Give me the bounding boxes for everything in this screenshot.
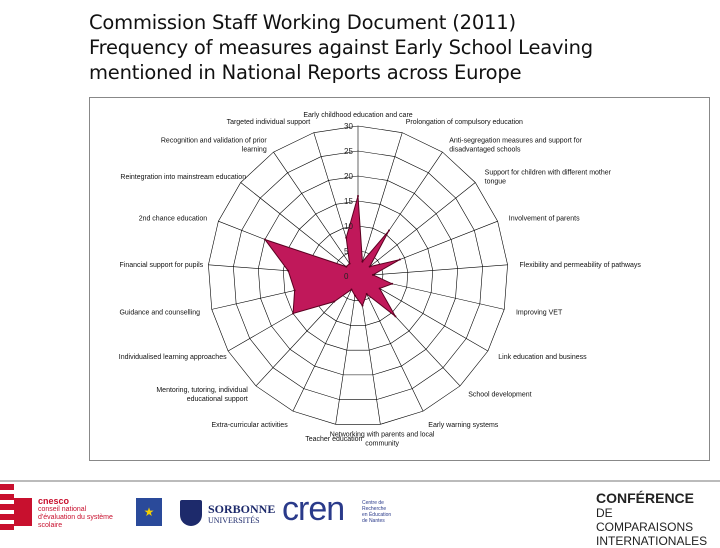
sorbonne-shield-icon: [180, 500, 202, 526]
radar-category-label: Prolongation of compulsory education: [405, 119, 523, 127]
cren-name: cren: [282, 490, 345, 528]
radar-category-label: Flexibility and permeability of pathways: [519, 262, 641, 270]
radar-data-point: [399, 259, 401, 261]
radar-tick-label: 30: [344, 122, 353, 131]
radar-data-point: [350, 289, 352, 291]
radar-data-point: [379, 288, 381, 290]
radar-tick-label: 10: [344, 222, 353, 231]
radar-spoke: [358, 182, 475, 276]
radar-category-label: community: [365, 440, 400, 448]
radar-category-label: Mentoring, tutoring, individual: [156, 386, 248, 394]
radar-data-point: [366, 293, 368, 295]
radar-chart: [90, 98, 711, 462]
radar-tick-label: 25: [344, 147, 353, 156]
title-line-2: Frequency of measures against Early School Leaving: [89, 36, 593, 59]
radar-category-label: Anti-segregation measures and support for: [449, 137, 582, 145]
radar-category-label: Extra-curricular activities: [211, 422, 288, 430]
radar-data-point: [361, 305, 363, 307]
radar-category-label: Support for children with different mother: [484, 169, 611, 177]
radar-category-label: Guidance and counselling: [119, 309, 201, 317]
radar-tick-label: 15: [344, 197, 353, 206]
title-line-1: Commission Staff Working Document (2011): [89, 11, 516, 34]
radar-data-point: [394, 315, 396, 317]
slide-title: [89, 10, 689, 85]
footer-divider: [0, 480, 720, 482]
radar-category-label: Recognition and validation of prior: [160, 137, 267, 145]
radar-category-label: Targeted individual support: [226, 119, 311, 127]
radar-data-point: [349, 263, 351, 265]
radar-series-area: [265, 196, 400, 316]
radar-category-label: School development: [468, 391, 532, 399]
radar-category-label: learning: [241, 146, 267, 154]
radar-tick-label: 0: [344, 272, 349, 281]
radar-data-point: [372, 274, 374, 276]
cnesco-name: cnesco: [38, 496, 70, 506]
radar-chart-frame: [89, 97, 710, 461]
sorbonne-name: SORBONNE: [208, 502, 276, 516]
radar-spoke: [358, 276, 423, 411]
radar-data-point: [292, 313, 294, 315]
radar-tick-label: 20: [344, 172, 353, 181]
radar-category-label: Teacher education: [305, 436, 363, 444]
radar-category-label: tongue: [484, 178, 507, 186]
conference-line-3: INTERNATIONALES: [596, 534, 708, 548]
radar-category-label: Involvement of parents: [508, 215, 580, 223]
radar-category-label: Networking with parents and local: [329, 431, 435, 439]
conference-logo: [596, 490, 711, 548]
radar-data-point: [294, 289, 296, 291]
cnesco-logo: [14, 496, 119, 530]
radar-tick-label: 5: [344, 247, 349, 256]
conference-line-1: CONFÉRENCE: [596, 490, 695, 506]
radar-data-point: [361, 261, 363, 263]
radar-data-point: [345, 266, 347, 268]
cnesco-subtitle: conseil national d'évaluation du système scolaire: [38, 506, 113, 529]
footer-stripes: [0, 484, 14, 540]
radar-category-label: 2nd chance education: [138, 215, 208, 223]
radar-data-point: [333, 301, 335, 303]
radar-data-point: [388, 230, 390, 232]
eu-flag-icon: ★: [136, 498, 162, 526]
radar-category-label: Individualised learning approaches: [118, 354, 227, 361]
conference-line-2: DE COMPARAISONS: [596, 506, 694, 534]
radar-category-label: Link education and business: [498, 354, 587, 361]
radar-data-point: [369, 266, 371, 268]
radar-category-label: disadvantaged schools: [449, 146, 521, 154]
sorbonne-subtitle: UNIVERSITÉS: [208, 516, 260, 525]
sorbonne-logo: [180, 500, 276, 528]
radar-category-label: Early warning systems: [428, 422, 499, 430]
radar-data-point: [287, 270, 289, 272]
radar-category-label: Improving VET: [515, 309, 563, 317]
radar-data-point: [357, 195, 359, 197]
radar-category-label: educational support: [186, 395, 248, 403]
cnesco-mark-icon: [14, 498, 32, 526]
cren-logo: [282, 490, 392, 534]
radar-data-point: [354, 295, 356, 297]
radar-category-label: Reintegration into mainstream education: [120, 174, 247, 182]
radar-data-point: [345, 237, 347, 239]
cren-subtitle: Centre de Recherche en Éducation de Nantes: [362, 500, 392, 524]
radar-category-label: Financial support for pupils: [119, 262, 204, 270]
title-line-3: mentioned in National Reports across Europe: [89, 61, 522, 84]
radar-category-label: Early childhood education and care: [303, 112, 413, 119]
radar-data-point: [391, 283, 393, 285]
radar-data-point: [264, 238, 266, 240]
